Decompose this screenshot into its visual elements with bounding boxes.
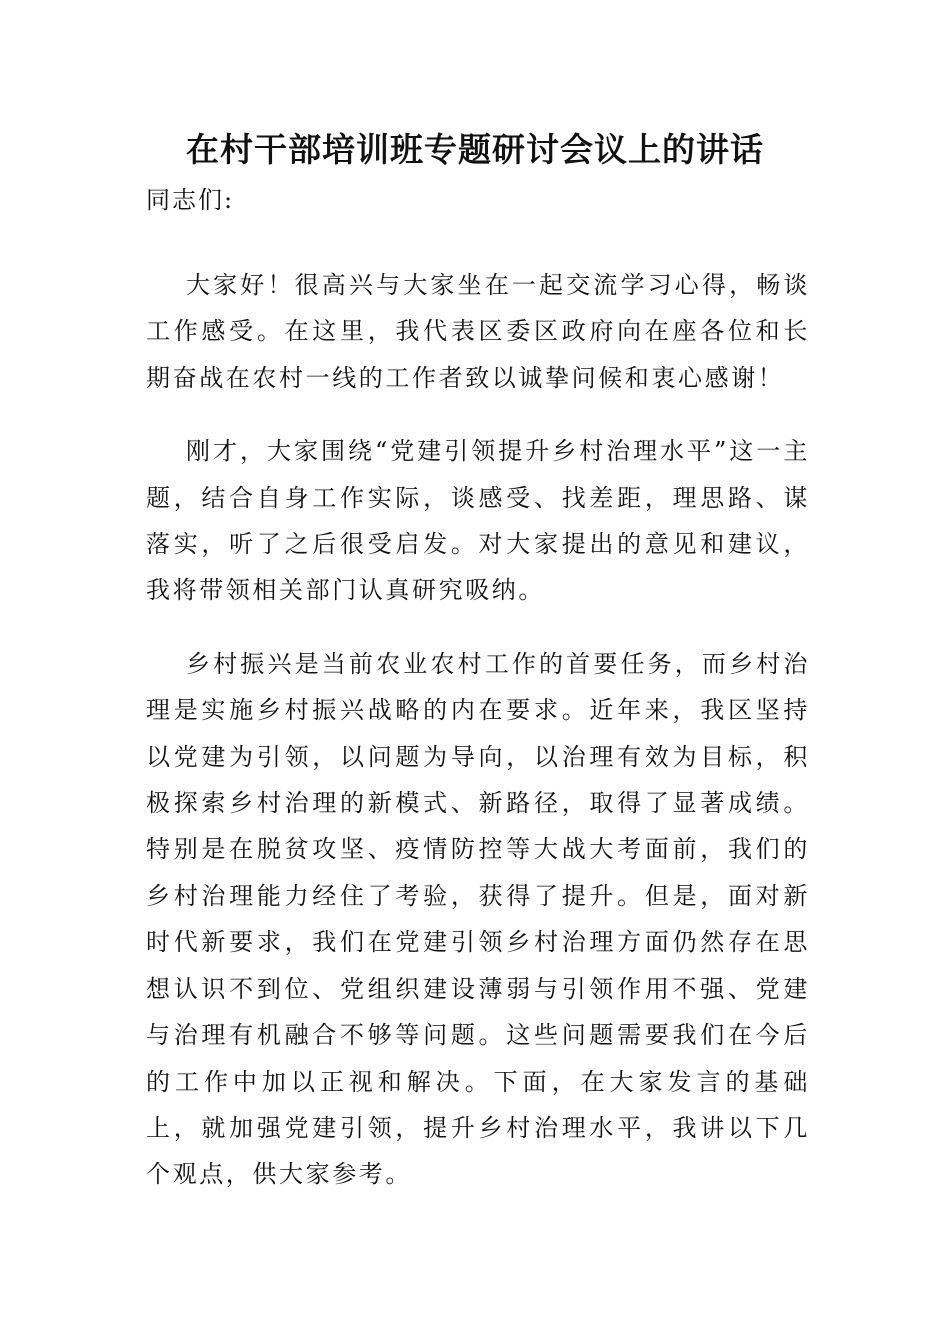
salutation: 同志们: xyxy=(146,186,235,214)
paragraph-greeting: 大家好！很高兴与大家坐在一起交流学习心得，畅谈工作感受。在这里，我代表区委区政府向在座各位和长期奋战在农村一线的工作者致以诚挚问候和衷心感谢！ xyxy=(146,271,810,392)
paragraph-main-points: 乡村振兴是当前农业农村工作的首要任务，而乡村治理是实施乡村振兴战略的内在要求。近年来，我区坚持以党建为引领，以问题为导向，以治理有效为目标，积极探索乡村治理的新模式、新路径，取得了显著成绩。特别是在脱贫攻坚、疫情防控等大战大考面前，我们的乡村治理能力经住了考验，获得了提升。但是，面对新时代新要求，我们在党建引领乡村治理方面仍然存在思想认识不到位、党组织建设薄弱与引领作用不强、党建与治理有机融合不够等问题。这些问题需要我们在今后的工作中加以正视和解决。下面，在大家发言的基础上，就加强党建引领，提升乡村治理水平，我讲以下几个观点，供大家参考。 xyxy=(146,649,810,1189)
speech-body xyxy=(146,262,810,1225)
paragraph-response: 刚才，大家围绕“党建引领提升乡村治理水平”这一主题，结合自身工作实际，谈感受、找差距，理思路、谋落实，听了之后很受启发。对大家提出的意见和建议，我将带领相关部门认真研究吸纳。 xyxy=(146,437,810,605)
document-title: 在村干部培训班专题研讨会议上的讲话 xyxy=(186,130,764,169)
